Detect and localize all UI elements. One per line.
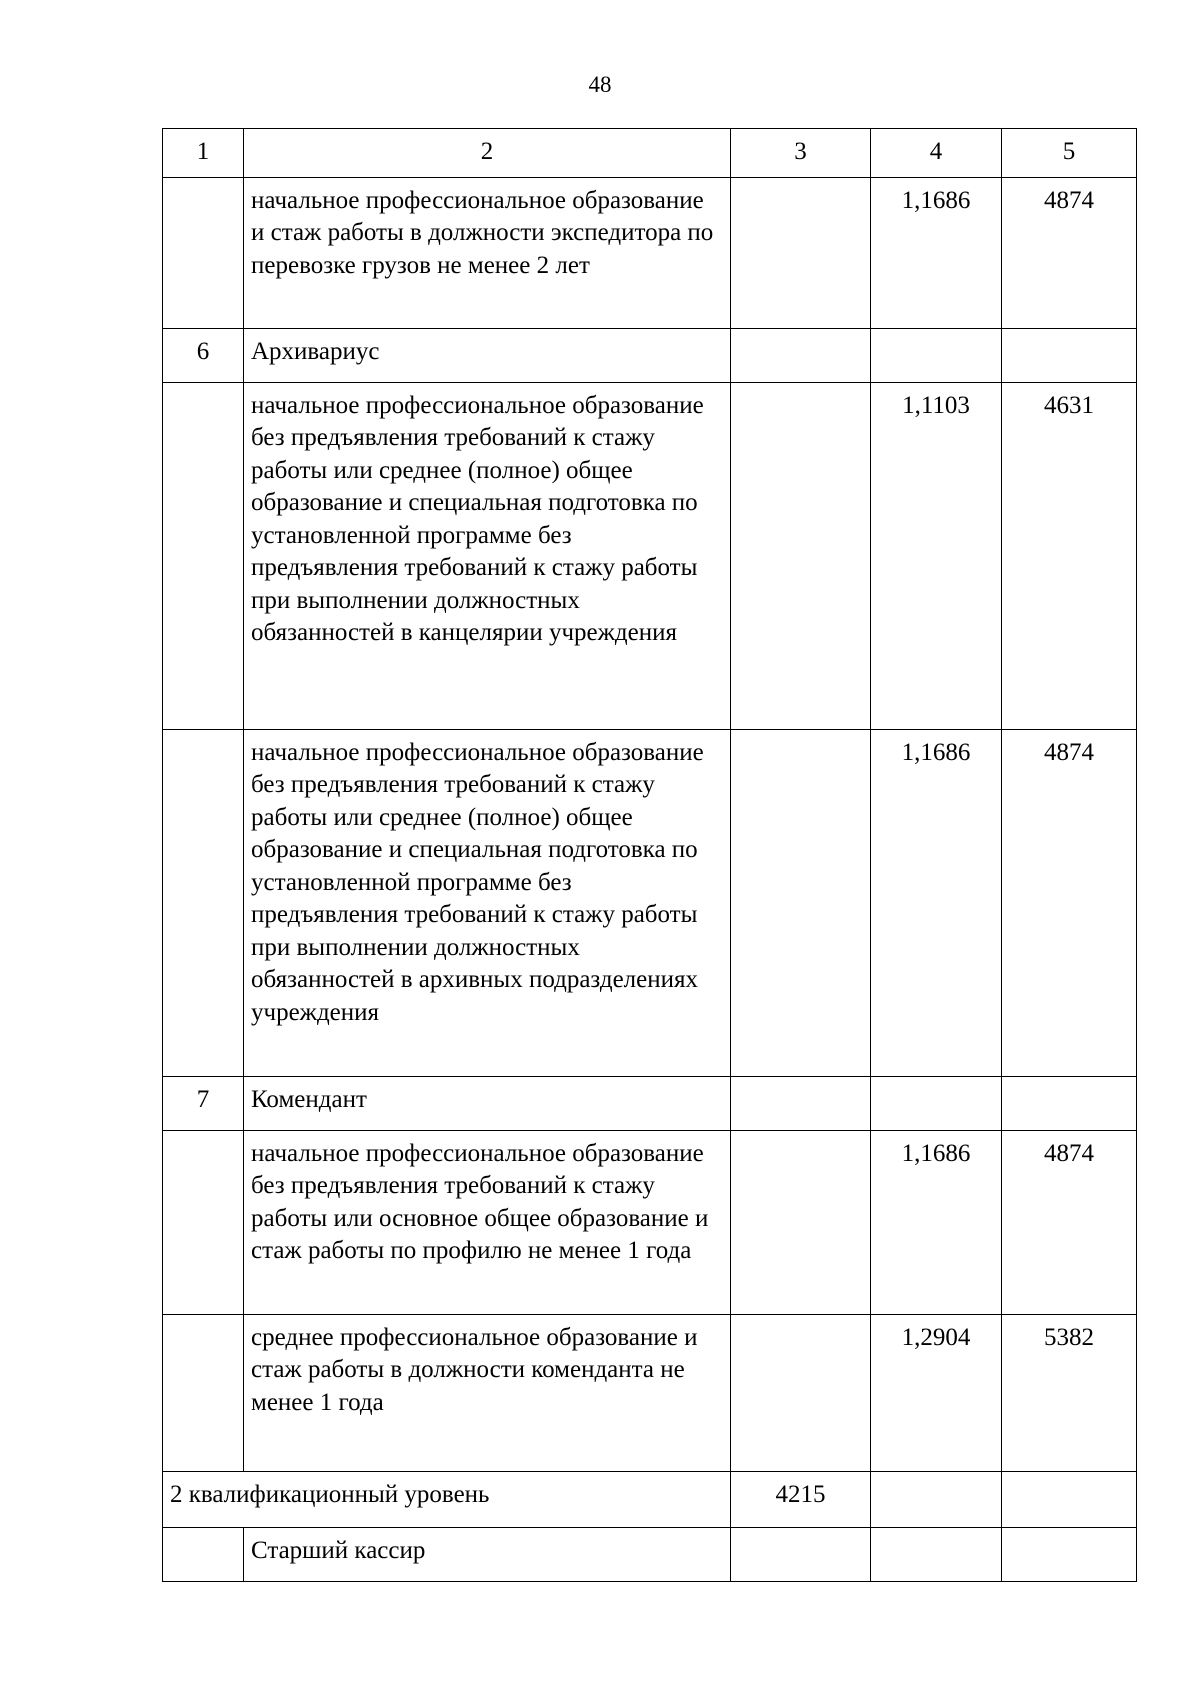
row-number — [163, 1130, 244, 1314]
row-salary: 4874 — [1002, 729, 1137, 1076]
row-col-3 — [731, 177, 871, 328]
header-col-4: 4 — [871, 129, 1002, 178]
header-col-2: 2 — [244, 129, 731, 178]
table-row — [163, 328, 1137, 382]
qualification-level-base-salary: 4215 — [731, 1471, 871, 1527]
table-row — [163, 729, 1137, 1076]
table-row — [163, 1527, 1137, 1581]
table-row — [163, 1130, 1137, 1314]
qualification-level-label: 2 квалификационный уровень — [163, 1471, 731, 1527]
row-col-3 — [731, 1314, 871, 1471]
row-number — [163, 1314, 244, 1471]
row-number — [163, 1527, 244, 1581]
row-coefficient: 1,2904 — [871, 1314, 1002, 1471]
row-description: начальное профессиональное образование без предъявления требований к стажу работы или среднее (полное) общее образование и специальная подготовка по установленной программе без предъявления требований к стажу работы при выполнении должностных обязанностей в архивных подразделениях учреждения — [244, 729, 731, 1076]
row-salary: 5382 — [1002, 1314, 1137, 1471]
row-coefficient: 1,1686 — [871, 729, 1002, 1076]
row-coefficient: 1,1103 — [871, 382, 1002, 729]
row-salary: 4874 — [1002, 177, 1137, 328]
row-salary — [1002, 1527, 1137, 1581]
row-col-3 — [731, 382, 871, 729]
table-row — [163, 1076, 1137, 1130]
row-coefficient — [871, 1527, 1002, 1581]
row-number — [163, 177, 244, 328]
qualification-level-row — [163, 1471, 1137, 1527]
row-coefficient — [871, 328, 1002, 382]
row-col-3 — [731, 1076, 871, 1130]
table-row — [163, 382, 1137, 729]
row-coefficient — [871, 1471, 1002, 1527]
row-description: среднее профессиональное образование и стаж работы в должности коменданта не менее 1 года — [244, 1314, 731, 1471]
row-description: начальное профессиональное образование без предъявления требований к стажу работы или среднее (полное) общее образование и специальная подготовка по установленной программе без предъявления требований к стажу работы при выполнении должностных обязанностей в канцелярии учреждения — [244, 382, 731, 729]
row-salary: 4631 — [1002, 382, 1137, 729]
row-col-3 — [731, 729, 871, 1076]
row-number: 7 — [163, 1076, 244, 1130]
page-number: 48 — [588, 72, 612, 97]
qualification-table — [162, 128, 1137, 1582]
header-col-1: 1 — [163, 129, 244, 178]
row-col-3 — [731, 328, 871, 382]
row-description: Комендант — [244, 1076, 731, 1130]
row-salary: 4874 — [1002, 1130, 1137, 1314]
table-row — [163, 177, 1137, 328]
row-salary — [1002, 328, 1137, 382]
row-number — [163, 729, 244, 1076]
row-coefficient — [871, 1076, 1002, 1130]
row-coefficient: 1,1686 — [871, 177, 1002, 328]
header-col-3: 3 — [731, 129, 871, 178]
table-row — [163, 1314, 1137, 1471]
table-header-row — [163, 129, 1137, 178]
row-number: 6 — [163, 328, 244, 382]
row-description: Архивариус — [244, 328, 731, 382]
row-number — [163, 382, 244, 729]
header-col-5: 5 — [1002, 129, 1137, 178]
row-salary — [1002, 1471, 1137, 1527]
row-description: начальное профессиональное образование без предъявления требований к стажу работы или основное общее образование и стаж работы по профилю не менее 1 года — [244, 1130, 731, 1314]
row-col-3 — [731, 1527, 871, 1581]
row-coefficient: 1,1686 — [871, 1130, 1002, 1314]
row-description: начальное профессиональное образование и стаж работы в должности экспедитора по перевозке грузов не менее 2 лет — [244, 177, 731, 328]
row-description: Старший кассир — [244, 1527, 731, 1581]
row-col-3 — [731, 1130, 871, 1314]
row-salary — [1002, 1076, 1137, 1130]
